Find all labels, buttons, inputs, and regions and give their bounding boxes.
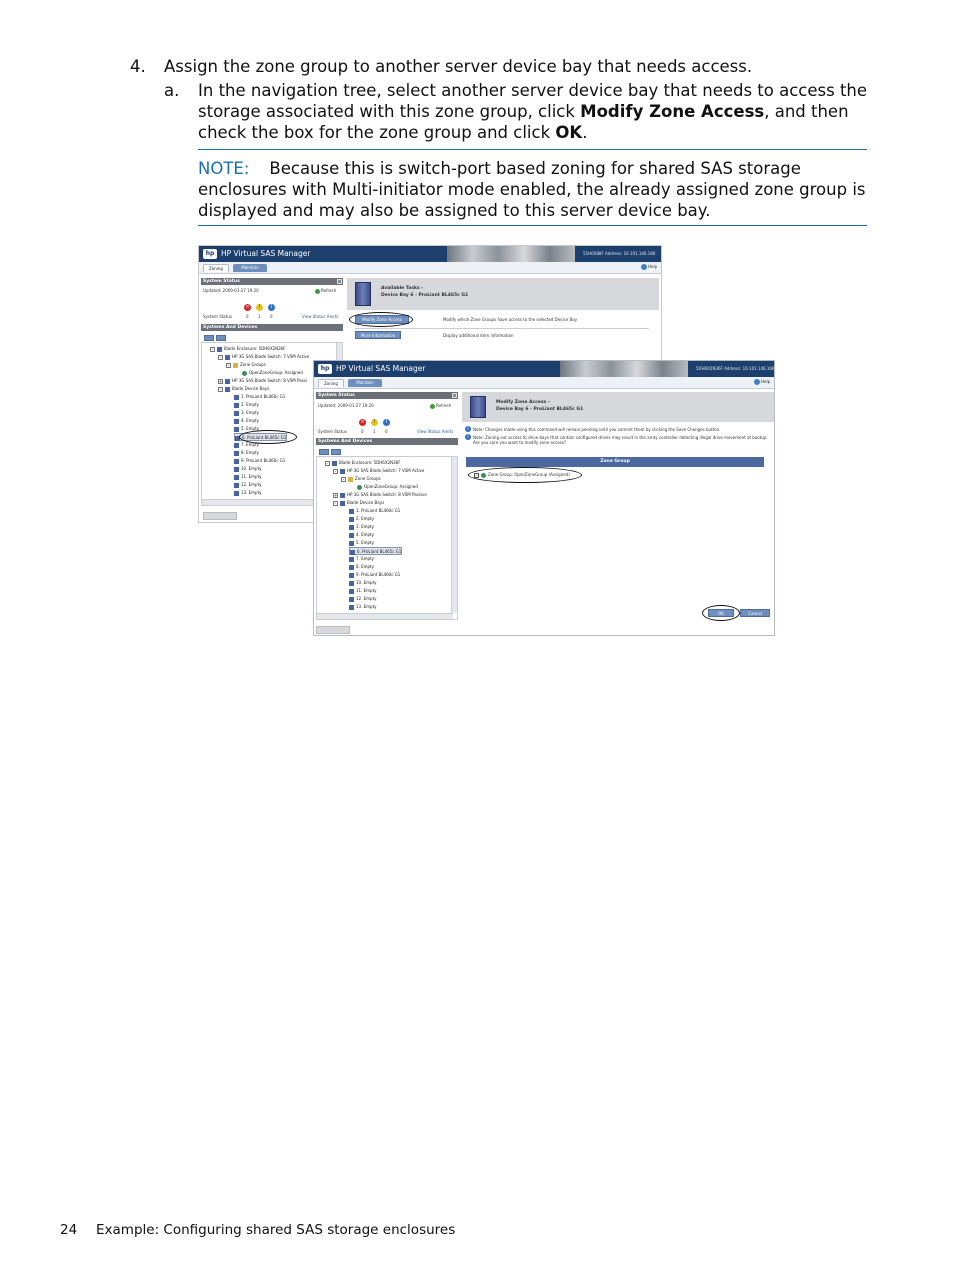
modify-note-1: Note: Changes made using this command will remain pending until you commit them by clicking the Save Changes button. xyxy=(473,427,721,432)
collapse-icon[interactable]: - xyxy=(219,354,222,360)
highlight-circle-modify xyxy=(349,312,413,327)
server-icon xyxy=(349,573,354,578)
modify-title: Modify Zone Access - xyxy=(496,400,550,405)
tree-label: Blade Enclosure: 5DH6X2N36F xyxy=(224,346,286,351)
zone-group-icon xyxy=(242,371,247,376)
tree-label: 11. Empty xyxy=(356,588,377,593)
tree-node-switch-7[interactable] xyxy=(218,353,309,361)
cancel-button[interactable]: Cancel xyxy=(740,609,770,617)
updated-text: Updated: 2009-01-27 19:20 xyxy=(318,403,374,408)
count-critical: 0 xyxy=(361,429,364,434)
tab-maintain[interactable]: Maintain xyxy=(233,264,267,272)
tree-scrollbar-vertical[interactable] xyxy=(451,457,457,613)
hp-logo-icon: hp xyxy=(318,364,332,374)
server-icon xyxy=(349,557,354,562)
note-info-icon: i xyxy=(465,434,471,440)
server-icon xyxy=(234,491,239,496)
tree-node-bay-11[interactable] xyxy=(234,473,262,481)
collapse-icon[interactable]: - xyxy=(326,460,329,466)
note-content xyxy=(198,158,867,221)
step-4-number: 4. xyxy=(130,57,146,76)
tree-label: HP 3G SAS Blade Switch: 7 VSM Active xyxy=(232,354,310,359)
tree-node-open-zone-group[interactable] xyxy=(357,483,418,491)
tree-label: HP 3G SAS Blade Switch: 7 VSM Active xyxy=(347,468,425,473)
tree-label: 8. Empty xyxy=(241,450,259,455)
server-icon xyxy=(349,541,354,546)
tab-zoning[interactable]: Zoning xyxy=(203,264,229,272)
server-icon xyxy=(234,443,239,448)
tree-node-bay-1[interactable] xyxy=(234,393,285,401)
address: 55H0X88F Address: 16.101.146.166 xyxy=(583,251,656,256)
folder-icon xyxy=(348,477,353,482)
enclosure-icon xyxy=(332,461,337,466)
hp-logo-icon: hp xyxy=(203,249,217,259)
refresh-button[interactable]: Refresh xyxy=(430,403,451,409)
highlight-circle-zone-group xyxy=(468,467,582,483)
warning-icon: ! xyxy=(371,419,378,426)
folder-icon xyxy=(233,363,238,368)
tree-node-open-zone-group[interactable] xyxy=(242,369,303,377)
collapse-icon[interactable]: - xyxy=(334,468,337,474)
tree-label: 7. Empty xyxy=(241,442,259,447)
server-icon xyxy=(234,483,239,488)
close-icon[interactable] xyxy=(452,393,457,398)
collapse-icon[interactable]: - xyxy=(342,476,345,482)
help-link[interactable] xyxy=(754,379,770,385)
app-title: HP Virtual SAS Manager xyxy=(221,249,311,258)
switch-icon xyxy=(225,355,230,360)
server-icon xyxy=(349,605,354,610)
tree-node-bay-13[interactable] xyxy=(349,603,377,611)
switch-icon xyxy=(340,493,345,498)
expand-icon[interactable]: + xyxy=(219,378,223,384)
tree-label: 8. Empty xyxy=(356,564,374,569)
tree-node-switch-7[interactable] xyxy=(333,467,424,475)
tree-label: 7. Empty xyxy=(356,556,374,561)
server-icon xyxy=(234,419,239,424)
modify-note-2: Note: Zoning out access to drive bays that contain configured drives may result in the array controller detecting illegal drive movement at bootup. Are you sure you want to modify zone access? xyxy=(473,435,768,445)
tree-node-bay-8[interactable] xyxy=(234,449,259,457)
tree-label: 12. Empty xyxy=(241,482,262,487)
server-icon xyxy=(349,517,354,522)
collapse-icon[interactable]: - xyxy=(334,500,337,506)
address: 5DH6X2N36F Address: 16.101.146.166 xyxy=(696,366,775,371)
tree-node-bay-5[interactable] xyxy=(349,539,374,547)
step-a-text-after: . xyxy=(582,123,588,142)
modify-zone-access-desc: Modify which Zone Groups have access to the selected Device Bay xyxy=(443,317,578,322)
tree-node-device-bays[interactable] xyxy=(333,499,384,507)
switch-icon xyxy=(225,379,230,384)
help-icon xyxy=(641,264,647,270)
status-label: System Status xyxy=(203,314,232,319)
tree-node-enclosure[interactable] xyxy=(325,459,401,467)
step-4-text: Assign the zone group to another server device bay that needs access. xyxy=(164,57,753,76)
tree-node-bay-12[interactable] xyxy=(349,595,377,603)
status-label: System Status xyxy=(318,429,347,434)
tree-node-bay-8[interactable] xyxy=(349,563,374,571)
tree-label: 6. ProLiant BL465c G1 xyxy=(357,549,402,554)
tree-node-switch-8[interactable] xyxy=(333,491,427,499)
tree-label: Blade Enclosure: 5DH6X2N36F xyxy=(339,460,401,465)
step-a-bold-modify: Modify Zone Access xyxy=(580,102,765,121)
ok-button[interactable]: OK xyxy=(708,609,734,617)
tree-node-bay-9[interactable] xyxy=(234,457,285,465)
tree-label: 9. ProLiant BL460c G1 xyxy=(241,458,286,463)
tab-bar xyxy=(199,262,661,274)
help-label: Help xyxy=(761,379,771,384)
tree-node-bay-9[interactable] xyxy=(349,571,400,579)
tree-node-bay-2[interactable] xyxy=(349,515,374,523)
zone-group-icon xyxy=(357,485,362,490)
tree-label: Blade Device Bays xyxy=(347,500,385,505)
footer-text: Example: Configuring shared SAS storage enclosures xyxy=(96,1222,456,1238)
tree-node-bay-6[interactable] xyxy=(349,547,402,555)
tasks-divider xyxy=(355,328,649,329)
step-a-text-middle: , and then check the box for the zone group and click xyxy=(198,102,849,142)
tree-label: 5. Empty xyxy=(241,426,259,431)
note-info-icon: i xyxy=(465,426,471,432)
checkbox-icon[interactable]: ✓ xyxy=(475,472,479,478)
server-icon xyxy=(234,451,239,456)
updated-text: Updated: 2009-01-27 19:20 xyxy=(203,288,259,293)
tree-label: 2. Empty xyxy=(241,402,259,407)
device-bays-icon xyxy=(340,501,345,506)
tree-label: 12. Empty xyxy=(356,596,377,601)
server-icon xyxy=(234,411,239,416)
close-icon[interactable] xyxy=(337,279,342,284)
banner-image xyxy=(560,361,688,377)
critical-icon: × xyxy=(360,419,365,425)
help-icon xyxy=(754,379,760,385)
step-a-bold-ok: OK xyxy=(555,123,583,142)
tasks-subtitle: Device Bay 6 - ProLiant BL465c G1 xyxy=(381,293,469,298)
systems-devices-header xyxy=(201,324,343,331)
tree-label: 3. Empty xyxy=(356,524,374,529)
system-status-title: System Status xyxy=(318,393,355,398)
tree-node-bay-12[interactable] xyxy=(234,481,262,489)
tree-node-bay-4[interactable] xyxy=(349,531,374,539)
navigation-tree xyxy=(316,456,458,620)
tree-label: HP 3G SAS Blade Switch: 8 VSM Passive xyxy=(347,492,427,497)
tree-node-bay-13[interactable] xyxy=(234,489,262,497)
tree-label: 10. Empty xyxy=(241,466,262,471)
device-bays-icon xyxy=(225,387,230,392)
server-icon xyxy=(234,475,239,480)
tree-label: 2. Empty xyxy=(356,516,374,521)
more-information-desc: Display additional item information xyxy=(443,333,514,338)
systems-devices-title: Systems And Devices xyxy=(318,439,373,444)
collapse-icon[interactable]: - xyxy=(219,386,222,392)
tree-node-bay-10[interactable] xyxy=(234,465,262,473)
count-info: 0 xyxy=(270,314,273,319)
info-icon: i xyxy=(268,304,275,311)
tree-node-bay-4[interactable] xyxy=(234,417,259,425)
tree-label: 11. Empty xyxy=(241,474,262,479)
warning-icon: ! xyxy=(256,304,263,311)
server-icon xyxy=(234,395,239,400)
zone-group-header: Zone Group xyxy=(466,457,764,467)
app-title: HP Virtual SAS Manager xyxy=(336,364,426,373)
view-status-alerts-link[interactable]: View Status Alerts xyxy=(302,314,339,319)
collapse-icon[interactable]: - xyxy=(227,362,230,368)
server-icon xyxy=(349,525,354,530)
system-status-title: System Status xyxy=(203,279,240,284)
tree-node-enclosure[interactable] xyxy=(210,345,286,353)
page-number: 24 xyxy=(60,1222,78,1238)
server-icon xyxy=(234,459,239,464)
tree-label: Zone Groups xyxy=(355,476,381,481)
server-icon xyxy=(234,427,239,432)
tree-node-bay-11[interactable] xyxy=(349,587,377,595)
tree-label: 13. Empty xyxy=(241,490,262,495)
count-critical: 0 xyxy=(246,314,249,319)
expand-icon[interactable]: + xyxy=(334,492,338,498)
tree-label: 6. ProLiant BL465c G1 xyxy=(242,435,287,440)
more-information-button[interactable]: More Information xyxy=(355,331,401,339)
modify-zone-access-button[interactable]: Modify Zone Access xyxy=(355,315,409,324)
note-text: Because this is switch-port based zoning for shared SAS storage enclosures with Multi-initiator mode enabled, the already assigned zone group is displayed and may also be assigned to this server device bay. xyxy=(198,159,866,220)
expand-button[interactable] xyxy=(204,335,214,341)
collapse-button[interactable] xyxy=(216,335,226,341)
server-icon xyxy=(350,550,355,555)
tree-label: 5. Empty xyxy=(356,540,374,545)
tab-bar xyxy=(314,377,774,389)
save-changes-button[interactable] xyxy=(203,512,237,520)
tree-label: 1. ProLiant BL460c G1 xyxy=(241,394,286,399)
screenshot-front xyxy=(313,360,775,636)
modify-subtitle: Device Bay 6 - ProLiant BL465c G1 xyxy=(496,407,584,412)
collapse-icon[interactable]: - xyxy=(211,346,214,352)
tree-node-bay-1[interactable] xyxy=(349,507,400,515)
tree-label: 13. Empty xyxy=(356,604,377,609)
count-warning: 1 xyxy=(258,314,261,319)
tree-label: OpenZoneGroup: Assigned xyxy=(249,370,303,375)
step-a-number: a. xyxy=(164,81,180,100)
expand-button[interactable] xyxy=(319,449,329,455)
critical-icon: × xyxy=(245,304,250,310)
help-link[interactable] xyxy=(641,264,657,270)
system-status-header xyxy=(201,278,343,285)
server-icon xyxy=(349,533,354,538)
tree-node-bay-10[interactable] xyxy=(349,579,377,587)
tree-label: HP 3G SAS Blade Switch: 8 VSM Passi xyxy=(232,378,307,383)
tab-zoning[interactable]: Zoning xyxy=(318,379,344,387)
tree-node-zone-groups[interactable] xyxy=(341,475,381,483)
step-a-text-before: In the navigation tree, select another server device bay that needs to access the storage associated with this zone group, click xyxy=(198,81,868,121)
zone-group-label: Zone Group: OpenZoneGroup (Assigned) xyxy=(488,472,570,477)
info-icon: i xyxy=(383,419,390,426)
tree-label: OpenZoneGroup: Assigned xyxy=(364,484,418,489)
note-box xyxy=(198,149,867,226)
highlight-circle-ok xyxy=(702,605,740,621)
tree-label: 9. ProLiant BL460c G1 xyxy=(356,572,401,577)
title-bar xyxy=(314,361,774,377)
refresh-button[interactable]: Refresh xyxy=(315,288,336,294)
help-label: Help xyxy=(648,264,658,269)
enclosure-icon xyxy=(217,347,222,352)
switch-icon xyxy=(340,469,345,474)
server-icon xyxy=(349,509,354,514)
tree-node-switch-8[interactable] xyxy=(218,377,307,385)
tree-label: Zone Groups xyxy=(240,362,266,367)
tree-label: 4. Empty xyxy=(356,532,374,537)
systems-devices-title: Systems And Devices xyxy=(203,325,258,330)
save-changes-button[interactable] xyxy=(316,626,350,634)
tree-node-device-bays[interactable] xyxy=(218,385,269,393)
count-info: 0 xyxy=(385,429,388,434)
banner-image xyxy=(447,246,575,262)
collapse-button[interactable] xyxy=(331,449,341,455)
server-icon xyxy=(234,467,239,472)
server-icon xyxy=(470,396,486,418)
title-bar xyxy=(199,246,661,262)
step-a-text xyxy=(198,80,870,143)
tree-node-bay-2[interactable] xyxy=(234,401,259,409)
note-label: NOTE: xyxy=(198,159,250,178)
view-status-alerts-link[interactable]: View Status Alerts xyxy=(417,429,454,434)
tree-label: Blade Device Bays xyxy=(232,386,270,391)
system-status-header xyxy=(316,392,458,399)
tree-node-bay-3[interactable] xyxy=(349,523,374,531)
server-icon xyxy=(349,581,354,586)
tree-label: 10. Empty xyxy=(356,580,377,585)
tree-scrollbar-horizontal[interactable] xyxy=(317,613,453,619)
server-icon xyxy=(355,282,371,306)
tree-label: 1. ProLiant BL460c G1 xyxy=(356,508,401,513)
tree-node-bay-7[interactable] xyxy=(349,555,374,563)
tab-maintain[interactable]: Maintain xyxy=(348,379,382,387)
tree-label: 4. Empty xyxy=(241,418,259,423)
tree-node-bay-3[interactable] xyxy=(234,409,259,417)
server-icon xyxy=(234,403,239,408)
server-icon xyxy=(349,565,354,570)
highlight-circle-bay-6 xyxy=(239,430,297,444)
tasks-title: Available Tasks - xyxy=(381,286,424,291)
systems-devices-header xyxy=(316,438,458,445)
tree-node-zone-groups[interactable] xyxy=(226,361,266,369)
count-warning: 1 xyxy=(373,429,376,434)
server-icon xyxy=(349,597,354,602)
server-icon xyxy=(349,589,354,594)
tree-label: 3. Empty xyxy=(241,410,259,415)
